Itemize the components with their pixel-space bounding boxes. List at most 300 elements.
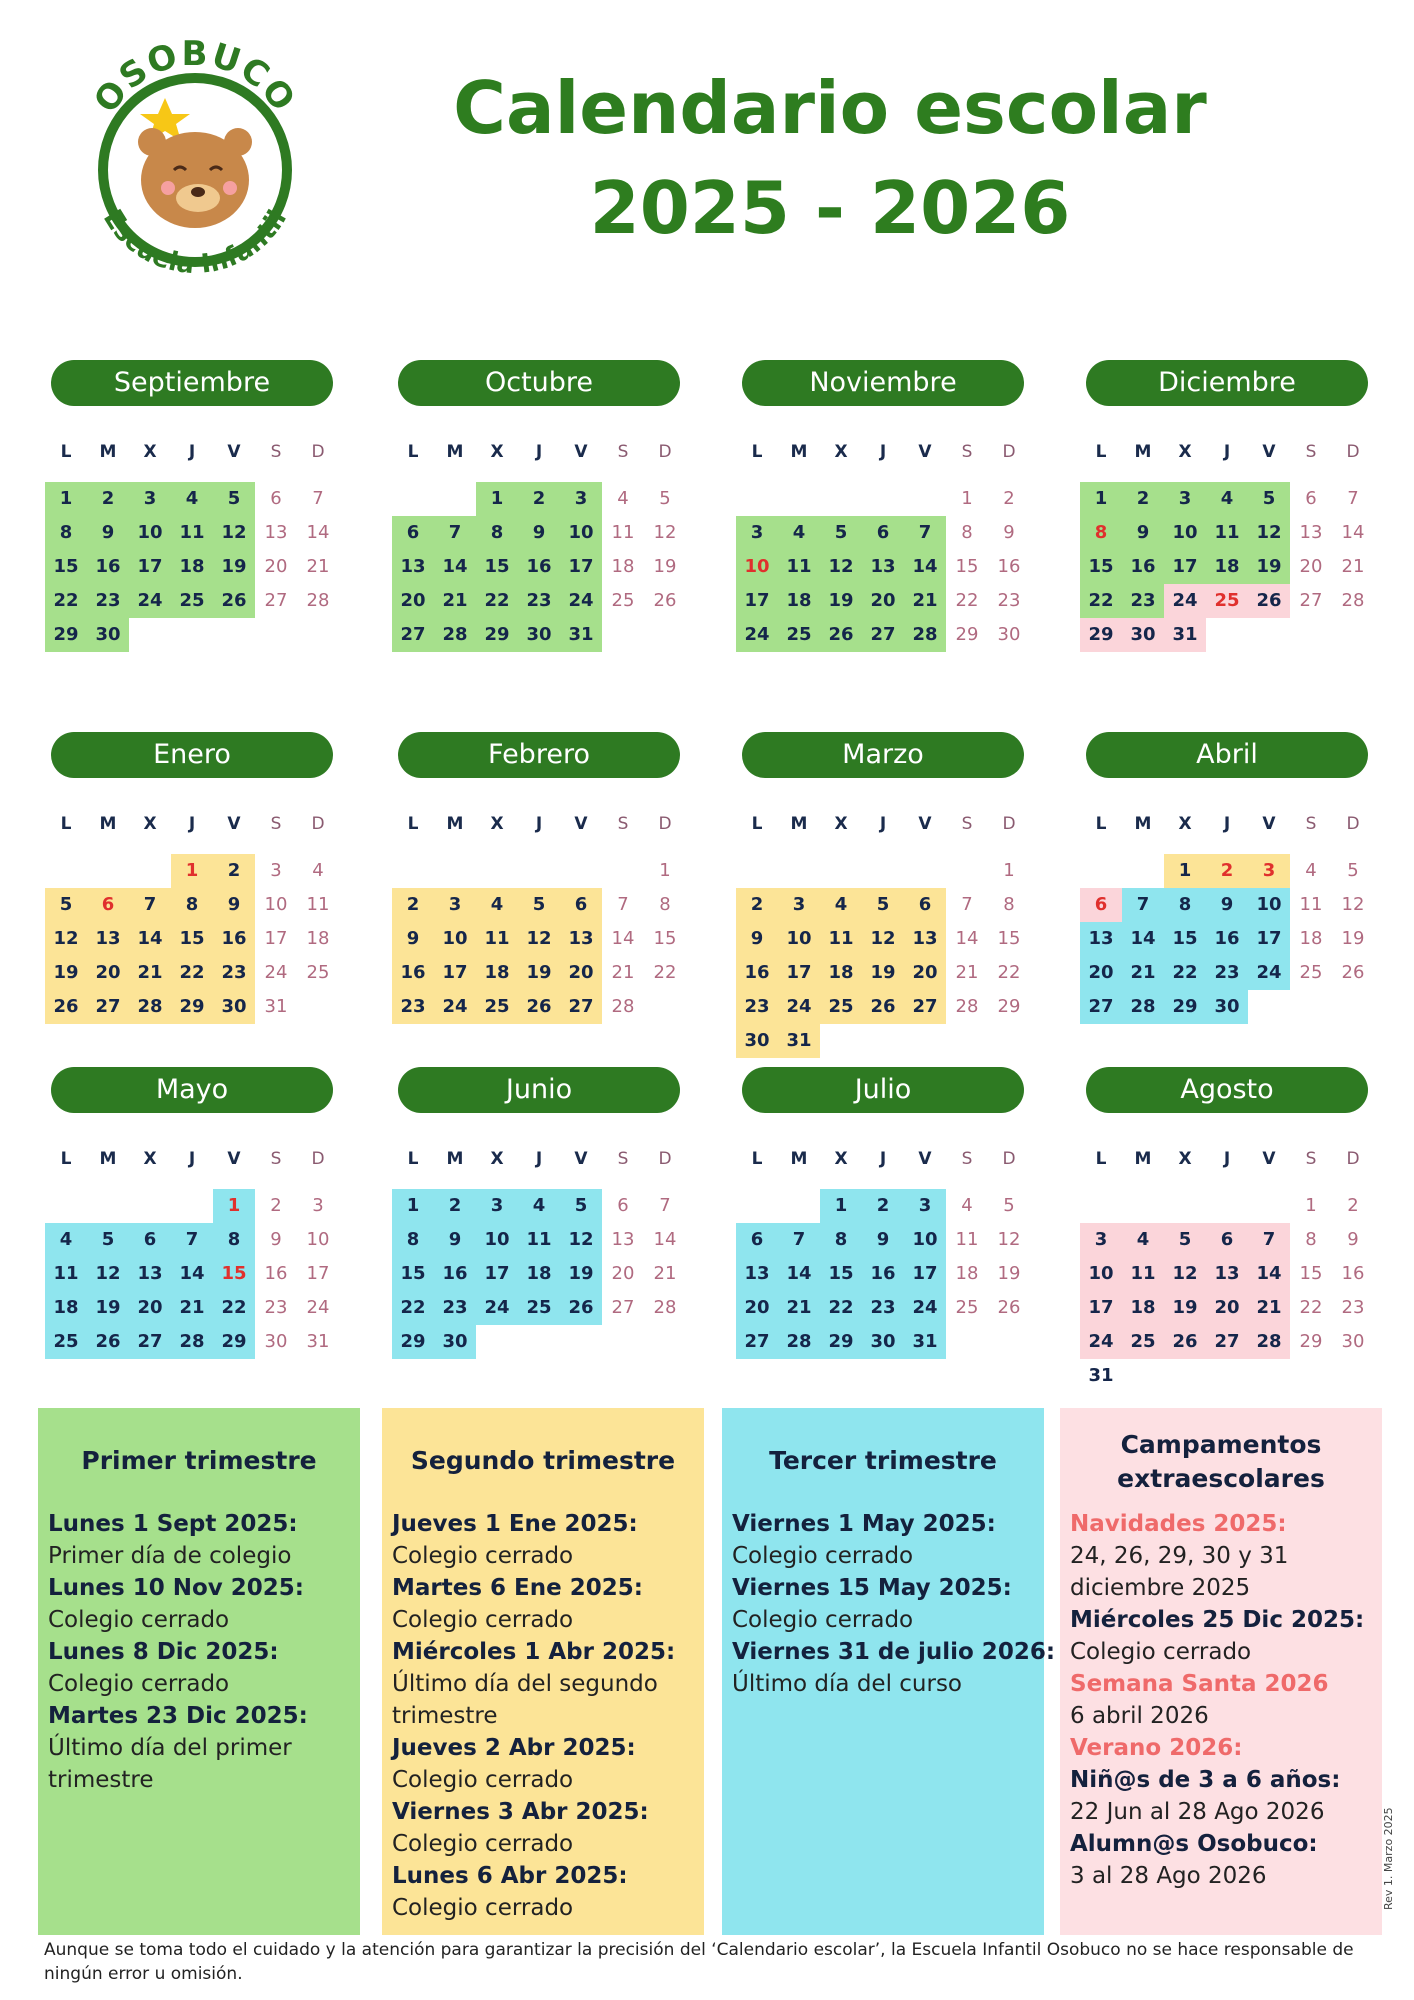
day-cell: 19 [1164, 1291, 1206, 1325]
weekday-label: M [790, 814, 808, 834]
weekday-label: S [961, 442, 973, 462]
box-line: Semana Santa 2026 [1070, 1671, 1329, 1697]
day-cell: 12 [820, 550, 862, 584]
day-cell: 14 [306, 522, 330, 543]
month-name: Diciembre [1086, 360, 1368, 406]
box-line: trimestre [48, 1767, 154, 1793]
bear-icon [141, 132, 249, 228]
day-cell: 7 [1347, 488, 1359, 509]
box-line: Jueves 2 Abr 2025: [392, 1735, 636, 1761]
day-cell: 3 [904, 1189, 946, 1223]
day-cell: 22 [213, 1291, 255, 1325]
day-cell: 21 [955, 962, 979, 983]
disclaimer: Aunque se toma todo el cuidado y la atención para garantizar la precisión del ‘Calendario escolar’, la Escuela Infantil Osobuco no se hace responsable de ningún error u omisión. [44, 1940, 1354, 1984]
weekday-label: X [834, 814, 848, 834]
weekday-label: J [535, 814, 543, 834]
weekday-label: S [1305, 442, 1317, 462]
day-cell: 8 [213, 1223, 255, 1257]
day-cell: 24 [129, 584, 171, 618]
day-cell: 15 [171, 922, 213, 956]
day-cell: 28 [778, 1325, 820, 1359]
day-cell: 2 [392, 888, 434, 922]
day-cell: 14 [1248, 1257, 1290, 1291]
day-cell: 12 [87, 1257, 129, 1291]
box-line: Colegio cerrado [392, 1767, 574, 1793]
day-cell: 5 [659, 488, 671, 509]
month-name: Junio [398, 1067, 680, 1113]
day-cell: 30 [518, 618, 560, 652]
weekday-label: M [446, 1149, 464, 1169]
day-cell: 26 [1164, 1325, 1206, 1359]
weekday-label: X [834, 1149, 848, 1169]
box-line: Colegio cerrado [48, 1607, 230, 1633]
day-cell: 31 [306, 1331, 330, 1352]
day-cell: 14 [1341, 522, 1365, 543]
logo-top-text: OSOBUCO [86, 40, 304, 121]
weekday-label: V [1262, 814, 1276, 834]
day-cell: 8 [45, 516, 87, 550]
day-cell: 15 [213, 1257, 255, 1291]
day-cell: 6 [617, 1195, 629, 1216]
day-cell: 19 [1341, 928, 1365, 949]
day-cell: 17 [904, 1257, 946, 1291]
day-cell: 24 [1248, 956, 1290, 990]
day-cell: 27 [904, 990, 946, 1024]
box-line: Primer día de colegio [48, 1543, 292, 1569]
day-cell: 23 [997, 590, 1021, 611]
day-cell: 13 [87, 922, 129, 956]
weekday-label: L [60, 442, 72, 462]
day-cell: 26 [45, 990, 87, 1024]
day-cell: 17 [736, 584, 778, 618]
day-cell: 10 [264, 894, 288, 915]
day-cell: 4 [45, 1223, 87, 1257]
month-name: Febrero [398, 732, 680, 778]
day-cell: 9 [434, 1223, 476, 1257]
day-cell: 30 [434, 1325, 476, 1359]
weekday-label: D [658, 1149, 672, 1169]
day-cell: 4 [617, 488, 629, 509]
day-cell: 16 [736, 956, 778, 990]
day-cell: 12 [518, 922, 560, 956]
day-cell: 12 [1248, 516, 1290, 550]
day-cell: 10 [778, 922, 820, 956]
day-cell: 14 [955, 928, 979, 949]
weekday-label: S [961, 814, 973, 834]
day-cell: 5 [560, 1189, 602, 1223]
day-cell: 18 [778, 584, 820, 618]
weekday-label: X [143, 1149, 157, 1169]
day-cell: 11 [1299, 894, 1323, 915]
day-cell: 11 [476, 922, 518, 956]
weekday-label: V [918, 442, 932, 462]
box-line: Colegio cerrado [1070, 1639, 1252, 1665]
day-cell: 4 [1305, 860, 1317, 881]
day-cell: 25 [611, 590, 635, 611]
day-cell: 13 [904, 922, 946, 956]
info-box-yellow [382, 1408, 704, 1935]
day-cell: 8 [1305, 1229, 1317, 1250]
day-cell: 9 [1122, 516, 1164, 550]
day-cell: 5 [1248, 482, 1290, 516]
day-cell: 20 [87, 956, 129, 990]
day-cell: 6 [904, 888, 946, 922]
day-cell: 20 [1080, 956, 1122, 990]
day-cell: 13 [736, 1257, 778, 1291]
day-cell: 29 [392, 1325, 434, 1359]
day-cell: 3 [270, 860, 282, 881]
day-cell: 31 [560, 618, 602, 652]
day-cell: 9 [270, 1229, 282, 1250]
day-cell: 24 [904, 1291, 946, 1325]
weekday-label: S [961, 1149, 973, 1169]
day-cell: 3 [476, 1189, 518, 1223]
box-line: 24, 26, 29, 30 y 31 [1070, 1543, 1289, 1569]
day-cell: 22 [1164, 956, 1206, 990]
day-cell: 16 [1341, 1263, 1365, 1284]
day-cell: 18 [45, 1291, 87, 1325]
day-cell: 6 [270, 488, 282, 509]
day-cell: 6 [1206, 1223, 1248, 1257]
weekday-label: V [574, 442, 588, 462]
day-cell: 15 [820, 1257, 862, 1291]
day-cell: 9 [392, 922, 434, 956]
weekday-label: J [879, 442, 887, 462]
day-cell: 10 [476, 1223, 518, 1257]
day-cell: 10 [1080, 1257, 1122, 1291]
day-cell: 20 [611, 1263, 635, 1284]
day-cell: 22 [392, 1291, 434, 1325]
logo-bottom-text: Escuela Infantil [96, 204, 293, 280]
day-cell: 16 [518, 550, 560, 584]
day-cell: 15 [392, 1257, 434, 1291]
day-cell: 19 [45, 956, 87, 990]
day-cell: 28 [171, 1325, 213, 1359]
weekday-label: V [1262, 442, 1276, 462]
weekday-label: D [658, 442, 672, 462]
box-line: Niñ@s de 3 a 6 años: [1070, 1767, 1341, 1793]
day-cell: 18 [476, 956, 518, 990]
day-cell: 8 [1003, 894, 1015, 915]
day-cell: 14 [1122, 922, 1164, 956]
day-cell: 21 [1122, 956, 1164, 990]
weekday-label: D [1002, 1149, 1016, 1169]
day-cell: 26 [997, 1297, 1021, 1318]
day-cell: 23 [87, 584, 129, 618]
box-line: Último día del curso [732, 1671, 962, 1697]
day-cell: 28 [1248, 1325, 1290, 1359]
box-line: 6 abril 2026 [1070, 1703, 1209, 1729]
day-cell: 2 [434, 1189, 476, 1223]
day-cell: 14 [778, 1257, 820, 1291]
day-cell: 24 [560, 584, 602, 618]
weekday-label: D [1346, 1149, 1360, 1169]
day-cell: 7 [617, 894, 629, 915]
weekday-label: M [1134, 442, 1152, 462]
box-line: Alumn@s Osobuco: [1070, 1831, 1318, 1857]
day-cell: 18 [171, 550, 213, 584]
day-cell: 6 [129, 1223, 171, 1257]
day-cell: 17 [306, 1263, 330, 1284]
weekday-label: M [99, 442, 117, 462]
day-cell: 31 [1164, 618, 1206, 652]
day-cell: 13 [264, 522, 288, 543]
day-cell: 22 [820, 1291, 862, 1325]
day-cell: 5 [213, 482, 255, 516]
day-cell: 25 [171, 584, 213, 618]
day-cell: 29 [171, 990, 213, 1024]
day-cell: 13 [611, 1229, 635, 1250]
weekday-label: L [1095, 442, 1107, 462]
weekday-label: V [574, 814, 588, 834]
day-cell: 27 [560, 990, 602, 1024]
box-line: Último día del primer [48, 1735, 292, 1761]
weekday-label: M [790, 442, 808, 462]
day-cell: 26 [1248, 584, 1290, 618]
day-cell: 16 [392, 956, 434, 990]
day-cell: 5 [518, 888, 560, 922]
day-cell: 30 [1341, 1331, 1365, 1352]
day-cell: 17 [434, 956, 476, 990]
weekday-label: X [1178, 814, 1192, 834]
day-cell: 11 [45, 1257, 87, 1291]
day-cell: 25 [476, 990, 518, 1024]
day-cell: 9 [1003, 522, 1015, 543]
day-cell: 13 [1080, 922, 1122, 956]
day-cell: 24 [736, 618, 778, 652]
box-heading: Primer trimestre [81, 1446, 317, 1475]
day-cell: 20 [264, 556, 288, 577]
day-cell: 25 [1206, 584, 1248, 618]
day-cell: 13 [129, 1257, 171, 1291]
day-cell: 14 [129, 922, 171, 956]
day-cell: 11 [306, 894, 330, 915]
day-cell: 16 [862, 1257, 904, 1291]
day-cell: 11 [171, 516, 213, 550]
day-cell: 22 [1299, 1297, 1323, 1318]
weekday-label: S [270, 442, 282, 462]
revision-note: Rev 1. Marzo 2025 [1382, 1807, 1395, 1910]
day-cell: 31 [778, 1024, 820, 1058]
box-line: Colegio cerrado [732, 1607, 914, 1633]
day-cell: 23 [1206, 956, 1248, 990]
day-cell: 2 [736, 888, 778, 922]
day-cell: 27 [862, 618, 904, 652]
weekday-label: D [1346, 442, 1360, 462]
weekday-label: J [879, 1149, 887, 1169]
day-cell: 21 [778, 1291, 820, 1325]
day-cell: 18 [306, 928, 330, 949]
day-cell: 17 [264, 928, 288, 949]
day-cell: 10 [129, 516, 171, 550]
box-line: Viernes 3 Abr 2025: [392, 1799, 649, 1825]
day-cell: 7 [904, 516, 946, 550]
page-subtitle-year: 2025 - 2026 [589, 166, 1071, 250]
day-cell: 24 [778, 990, 820, 1024]
day-cell: 18 [1122, 1291, 1164, 1325]
weekday-label: V [574, 1149, 588, 1169]
day-cell: 27 [736, 1325, 778, 1359]
day-cell: 27 [1206, 1325, 1248, 1359]
day-cell: 16 [87, 550, 129, 584]
day-cell: 15 [653, 928, 677, 949]
day-cell: 20 [904, 956, 946, 990]
box-line: Verano 2026: [1070, 1735, 1243, 1761]
day-cell: 2 [518, 482, 560, 516]
day-cell: 14 [653, 1229, 677, 1250]
day-cell: 11 [1206, 516, 1248, 550]
day-cell: 29 [1299, 1331, 1323, 1352]
day-cell: 8 [476, 516, 518, 550]
day-cell: 25 [518, 1291, 560, 1325]
day-cell: 7 [778, 1223, 820, 1257]
box-heading: Segundo trimestre [410, 1446, 676, 1475]
day-cell: 9 [213, 888, 255, 922]
day-cell: 10 [736, 550, 778, 584]
weekday-label: J [879, 814, 887, 834]
day-cell: 25 [45, 1325, 87, 1359]
day-cell: 17 [476, 1257, 518, 1291]
day-cell: 19 [862, 956, 904, 990]
day-cell: 1 [171, 854, 213, 888]
day-cell: 29 [1080, 618, 1122, 652]
box-line: Colegio cerrado [732, 1543, 914, 1569]
day-cell: 5 [862, 888, 904, 922]
day-cell: 23 [264, 1297, 288, 1318]
day-cell: 3 [560, 482, 602, 516]
day-cell: 1 [213, 1189, 255, 1223]
day-cell: 17 [1164, 550, 1206, 584]
month-name: Noviembre [742, 360, 1024, 406]
day-cell: 14 [171, 1257, 213, 1291]
day-cell: 7 [1248, 1223, 1290, 1257]
day-cell: 2 [87, 482, 129, 516]
day-cell: 3 [736, 516, 778, 550]
box-line: Lunes 1 Sept 2025: [48, 1511, 298, 1537]
day-cell: 23 [862, 1291, 904, 1325]
weekday-label: J [1223, 442, 1231, 462]
day-cell: 3 [778, 888, 820, 922]
day-cell: 11 [611, 522, 635, 543]
day-cell: 10 [904, 1223, 946, 1257]
weekday-label: L [751, 814, 763, 834]
day-cell: 20 [1299, 556, 1323, 577]
day-cell: 29 [213, 1325, 255, 1359]
day-cell: 11 [820, 922, 862, 956]
box-line: Lunes 10 Nov 2025: [48, 1575, 304, 1601]
weekday-label: J [188, 1149, 196, 1169]
box-line: Colegio cerrado [392, 1607, 574, 1633]
weekday-label: D [658, 814, 672, 834]
weekday-label: S [617, 442, 629, 462]
box-heading: Tercer trimestre [769, 1446, 997, 1475]
day-cell: 5 [1003, 1195, 1015, 1216]
weekday-label: X [143, 442, 157, 462]
day-cell: 11 [778, 550, 820, 584]
day-cell: 24 [476, 1291, 518, 1325]
box-line: Miércoles 25 Dic 2025: [1070, 1607, 1365, 1633]
day-cell: 12 [213, 516, 255, 550]
month-name: Marzo [742, 732, 1024, 778]
day-cell: 4 [312, 860, 324, 881]
day-cell: 26 [1341, 962, 1365, 983]
day-cell: 23 [518, 584, 560, 618]
weekday-label: J [535, 1149, 543, 1169]
day-cell: 26 [653, 590, 677, 611]
day-cell: 30 [736, 1024, 778, 1058]
box-line: Martes 6 Ene 2025: [392, 1575, 643, 1601]
day-cell: 20 [862, 584, 904, 618]
day-cell: 17 [778, 956, 820, 990]
day-cell: 19 [213, 550, 255, 584]
day-cell: 22 [476, 584, 518, 618]
page-title: Calendario escolar [453, 66, 1207, 150]
day-cell: 22 [1080, 584, 1122, 618]
day-cell: 19 [1248, 550, 1290, 584]
day-cell: 23 [392, 990, 434, 1024]
day-cell: 24 [1164, 584, 1206, 618]
month-name: Agosto [1086, 1067, 1368, 1113]
weekday-label: M [1134, 1149, 1152, 1169]
day-cell: 25 [778, 618, 820, 652]
day-cell: 3 [434, 888, 476, 922]
day-cell: 30 [997, 624, 1021, 645]
day-cell: 1 [1164, 854, 1206, 888]
day-cell: 16 [213, 922, 255, 956]
day-cell: 13 [1299, 522, 1323, 543]
day-cell: 2 [1206, 854, 1248, 888]
day-cell: 1 [1080, 482, 1122, 516]
day-cell: 26 [820, 618, 862, 652]
day-cell: 7 [961, 894, 973, 915]
day-cell: 1 [961, 488, 973, 509]
day-cell: 28 [955, 996, 979, 1017]
day-cell: 30 [862, 1325, 904, 1359]
day-cell: 5 [1347, 860, 1359, 881]
info-box-blue [722, 1408, 1056, 1935]
weekday-label: L [751, 1149, 763, 1169]
weekday-label: J [1223, 814, 1231, 834]
day-cell: 29 [476, 618, 518, 652]
day-cell: 6 [392, 516, 434, 550]
weekday-label: V [918, 1149, 932, 1169]
day-cell: 21 [306, 556, 330, 577]
box-line: Último día del segundo [392, 1671, 658, 1697]
day-cell: 6 [1305, 488, 1317, 509]
day-cell: 8 [392, 1223, 434, 1257]
day-cell: 18 [611, 556, 635, 577]
day-cell: 22 [997, 962, 1021, 983]
day-cell: 23 [434, 1291, 476, 1325]
day-cell: 26 [518, 990, 560, 1024]
day-cell: 3 [1080, 1223, 1122, 1257]
day-cell: 17 [129, 550, 171, 584]
weekday-label: M [446, 814, 464, 834]
day-cell: 8 [961, 522, 973, 543]
box-line: Martes 23 Dic 2025: [48, 1703, 308, 1729]
weekday-label: D [311, 814, 325, 834]
day-cell: 8 [1164, 888, 1206, 922]
day-cell: 24 [306, 1297, 330, 1318]
day-cell: 17 [1080, 1291, 1122, 1325]
day-cell: 29 [820, 1325, 862, 1359]
day-cell: 21 [1341, 556, 1365, 577]
day-cell: 1 [45, 482, 87, 516]
weekday-label: S [617, 1149, 629, 1169]
day-cell: 1 [476, 482, 518, 516]
day-cell: 5 [820, 516, 862, 550]
weekday-label: S [1305, 1149, 1317, 1169]
